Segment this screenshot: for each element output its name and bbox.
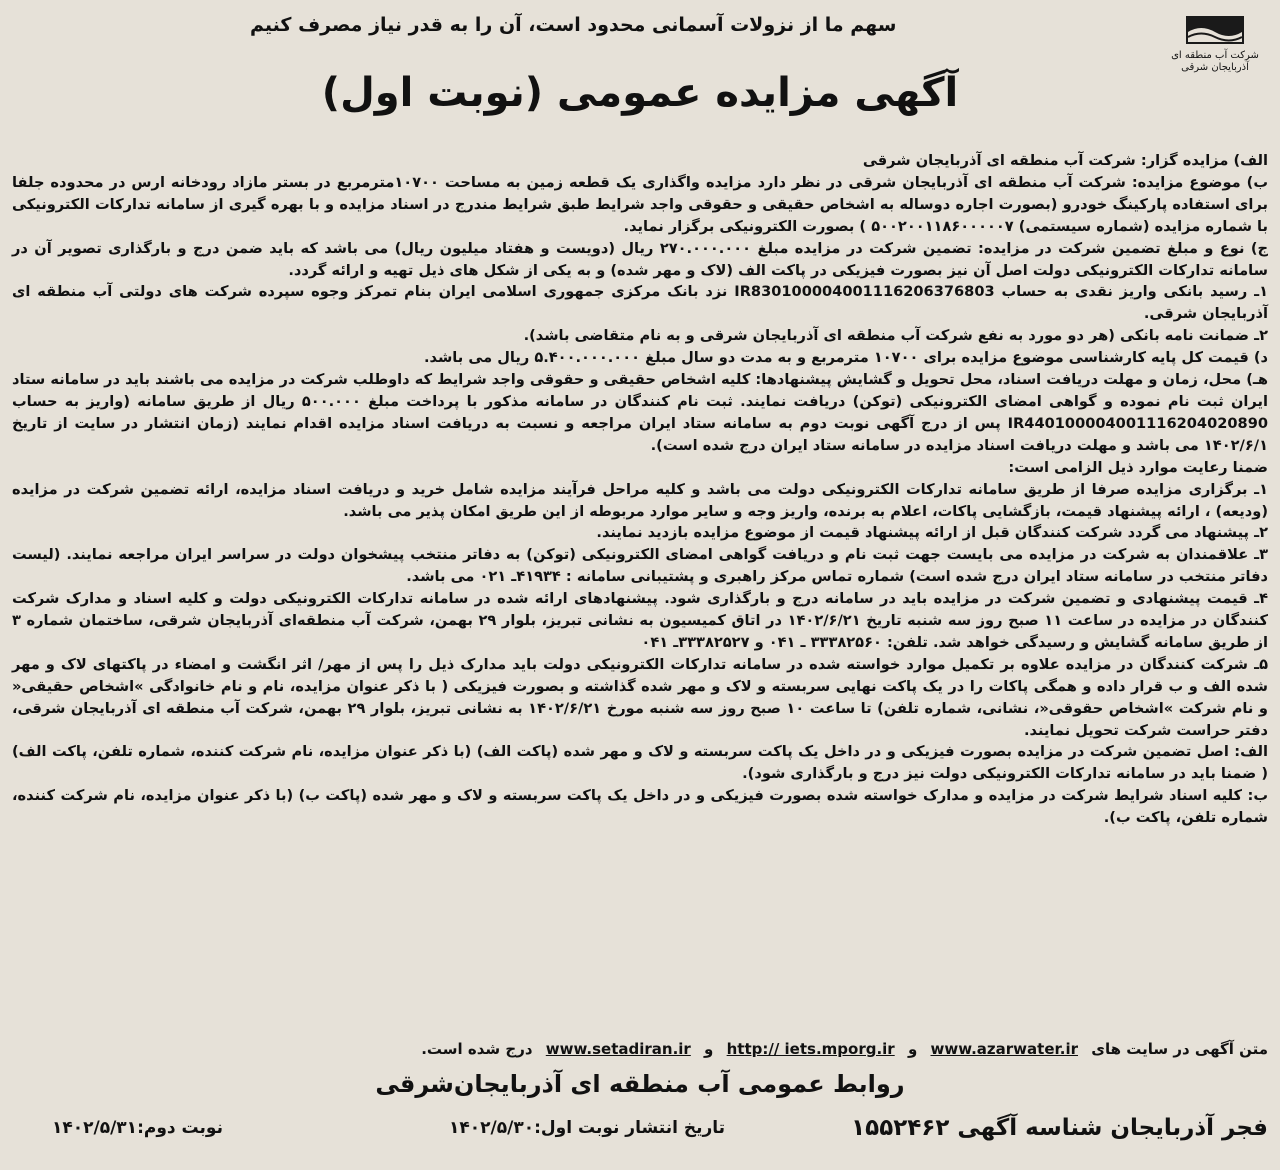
site-link-iets[interactable]: http:// iets.mporg.ir	[726, 1040, 895, 1058]
newspaper-id: فجر آذربایجان شناسه آگهی ۱۵۵۲۴۶۲	[851, 1115, 1268, 1141]
sites-suffix: درج شده است.	[421, 1040, 533, 1058]
sites-and: و	[704, 1040, 714, 1058]
paragraph: د) قیمت کل پایه کارشناسی موضوع مزایده برای ۱۰۷۰۰ مترمربع و به مدت دو سال مبلغ ۵.۴۰۰.۰۰۰.۰۰۰ ریال می باشد.	[423, 349, 1268, 367]
paragraph: الف: اصل تضمین شرکت در مزایده بصورت فیزیکی و در داخل یک پاکت سربسته و لاک و مهر شده (پاکت الف) (با ذکر عنوان مزایده، نام شرکت کننده، شماره تلفن، پاکت الف) ( ضمنا باید در سامانه تدارکات الکترونیکی دولت نیز درج و بارگذاری شود).	[12, 743, 1268, 783]
water-company-logo-icon	[1176, 10, 1254, 50]
websites-line	[12, 1040, 1268, 1058]
paragraph: ۳ـ علاقمندان به شرکت در مزایده می بایست جهت ثبت نام و دریافت گواهی امضای الکترونیکی (توکن) به دفاتر منتخب پیشخوان دولت در سراسر ایران مراجعه نمایند. (لیست دفاتر منتخب در سامانه ستاد ایران درج شده است) شماره تماس مرکز راهبری و پشتیبانی سامانه : ۴۱۹۳۴ـ ۰۲۱ می باشد.	[12, 546, 1268, 586]
slogan: سهم ما از نزولات آسمانی محدود است، آن را به قدر نیاز مصرف کنیم	[250, 14, 897, 36]
paragraph: ۱ـ رسید بانکی واریز نقدی به حساب IR830100004001116206376803 نزد بانک مرکزی جمهوری اسلامی ایران بنام تمرکز وجوه سپرده شرکت های دولتی آب منطقه ای آذربایجان شرقی.	[12, 283, 1268, 323]
sites-prefix: متن آگهی در سایت های	[1091, 1040, 1268, 1058]
paragraph: ۱ـ برگزاری مزایده صرفا از طریق سامانه تدارکات الکترونیکی دولت می باشد و کلیه مراحل فرآیند مزایده شامل خرید و دریافت اسناد مزایده، ارائه تضمین شرکت در مزایده (ودیعه) ، ارائه پیشنهاد قیمت، بازگشایی پاکات، اعلام به برنده، واریز وجه و سایر موارد مربوطه از این طریق امکان پذیر می باشد.	[12, 480, 1268, 520]
site-link-setadiran[interactable]: www.setadiran.ir	[545, 1040, 691, 1058]
paragraph: ۴ـ قیمت پیشنهادی و تضمین شرکت در مزایده باید در سامانه درج و بارگذاری شود. پیشنهادهای ارائه شده در سامانه تدارکات الکترونیکی دولت و کلیه اسناد و مدارک شرکت کنندگان در مزایده در ساعت ۱۱ صبح روز سه شنبه تاریخ ۱۴۰۲/۶/۲۱ در اتاق کمیسیون به نشانی تبریز، بلوار ۲۹ بهمن، شرکت آب منطقه‌ای آذربایجان شرقی، ساختمان شماره ۳ از طریق سامانه گشایش و رسیدگی خواهد شد. تلفن: ۳۳۳۸۲۵۶۰ ـ ۰۴۱ و ۳۳۳۸۲۵۲۷ـ ۰۴۱	[12, 590, 1268, 651]
paragraph: الف) مزایده گزار: شرکت آب منطقه ای آذربایجان شرقی	[862, 152, 1268, 169]
site-link-azarwater[interactable]: www.azarwater.ir	[930, 1040, 1079, 1058]
notice-title: آگهی مزایده عمومی (نوبت اول)	[321, 70, 959, 116]
paragraph: ج) نوع و مبلغ تضمین شرکت در مزایده: تضمین شرکت در مزایده مبلغ ۲۷۰.۰۰۰.۰۰۰ ریال (دویست و هفتاد میلیون ریال) می باشد که باید ضمن درج و بارگذاری تصویر آن در سامانه تدارکات الکترونیکی دولت اصل آن نیز بصورت فیزیکی در پاکت الف (لاک و مهر شده) و به یکی از شکل های ذیل تهیه و ارائه گردد.	[12, 239, 1269, 279]
logo-text: شرکت آب منطقه ای آذربایجان شرقی	[1171, 50, 1259, 73]
first-publication-date: تاریخ انتشار نوبت اول:۱۴۰۲/۵/۳۰	[449, 1118, 726, 1138]
paragraph: ۲ـ ضمانت نامه بانکی (هر دو مورد به نفع شرکت آب منطقه ای آذربایجان شرقی و به نام متقاضی باشد).	[523, 327, 1268, 345]
public-relations-signature: روابط عمومی آب منطقه ای آذربایجان‌شرقی	[375, 1070, 905, 1098]
paragraph: هـ) محل، زمان و مهلت دریافت اسناد، محل تحویل و گشایش پیشنهادها: کلیه اشخاص حقیقی و حقوقی واجد شرایط که داوطلب شرکت در مزایده می باشند باید در سامانه ستاد ایران ثبت نام نموده و گواهی امضای الکترونیکی (توکن) دریافت نمایند. ثبت نام کنندگان در سامانه مذکور با پرداخت مبلغ ۵۰۰.۰۰۰ ریال از طریق سامانه (واریز به حساب IR440100004001116204020890 پس از درج آگهی نوبت دوم به سامانه ستاد ایران مراجعه و نسبت به دریافت اسناد مزایده اقدام نمایند (زمان انتشار در سایت از تاریخ ۱۴۰۲/۶/۱ می باشد و مهلت دریافت اسناد مزایده در سامانه ستاد ایران درج شده است).	[12, 371, 1268, 454]
paragraph: ب: کلیه اسناد شرایط شرکت در مزایده و مدارک خواسته شده بصورت فیزیکی و در داخل یک پاکت سربسته و لاک و مهر شده (پاکت ب) (با ذکر عنوان مزایده، نام شرکت کننده، شماره تلفن، پاکت ب).	[12, 787, 1268, 827]
sites-and: و	[907, 1040, 918, 1058]
paragraph: ضمنا رعایت موارد ذیل الزامی است:	[1008, 458, 1268, 476]
paragraph: ب) موضوع مزایده: شرکت آب منطقه ای آذربایجان شرقی در نظر دارد مزایده واگذاری یک قطعه زمین به مساحت ۱۰۷۰۰مترمربع در بستر مازاد رودخانه ارس در محدوده جلفا برای استفاده پارکینگ خودرو (بصورت اجاره دوساله به اشخاص حقیقی و حقوقی واجد شرایط طبق شرایط مندرج در اسناد مزایده و با بهره گیری از سامانه تدارکات الکترونیکی با شماره مزایده (شماره سیستمی) ۵۰۰۲۰۰۱۱۸۶۰۰۰۰۰۷ ) بصورت الکترونیکی برگزار نماید.	[12, 173, 1268, 235]
notice-body	[12, 150, 1268, 829]
second-publication-date: نوبت دوم:۱۴۰۲/۵/۳۱	[52, 1118, 223, 1138]
paragraph: ۵ـ شرکت کنندگان در مزایده علاوه بر تکمیل موارد خواسته شده در سامانه تدارکات الکترونیکی دولت باید مدارک ذیل را پس از مهر/ اثر انگشت و امضاء در پاکتهای لاک و مهر شده الف و ب قرار داده و همگی پاکات را در یک پاکت نهایی سربسته و لاک و مهر شده گذاشته و بصورت فیزیکی ( با ذکر عنوان مزایده، نام و نام خانوادگی »اشخاص حقیقی« و نام شرکت »اشخاص حقوقی«، نشانی، شماره تلفن) تا ساعت ۱۰ صبح روز سه شنبه مورخ ۱۴۰۲/۶/۲۱ به نشانی تبریز، بلوار ۲۹ بهمن، شرکت آب منطقه ای آذربایجان شرقی، دفتر حراست شرکت تحویل نمایند.	[12, 655, 1268, 739]
paragraph: ۲ـ پیشنهاد می گردد شرکت کنندگان قبل از ارائه پیشنهاد قیمت از موضوع مزایده بازدید نمایند.	[596, 524, 1268, 542]
publication-info	[12, 1115, 1268, 1141]
